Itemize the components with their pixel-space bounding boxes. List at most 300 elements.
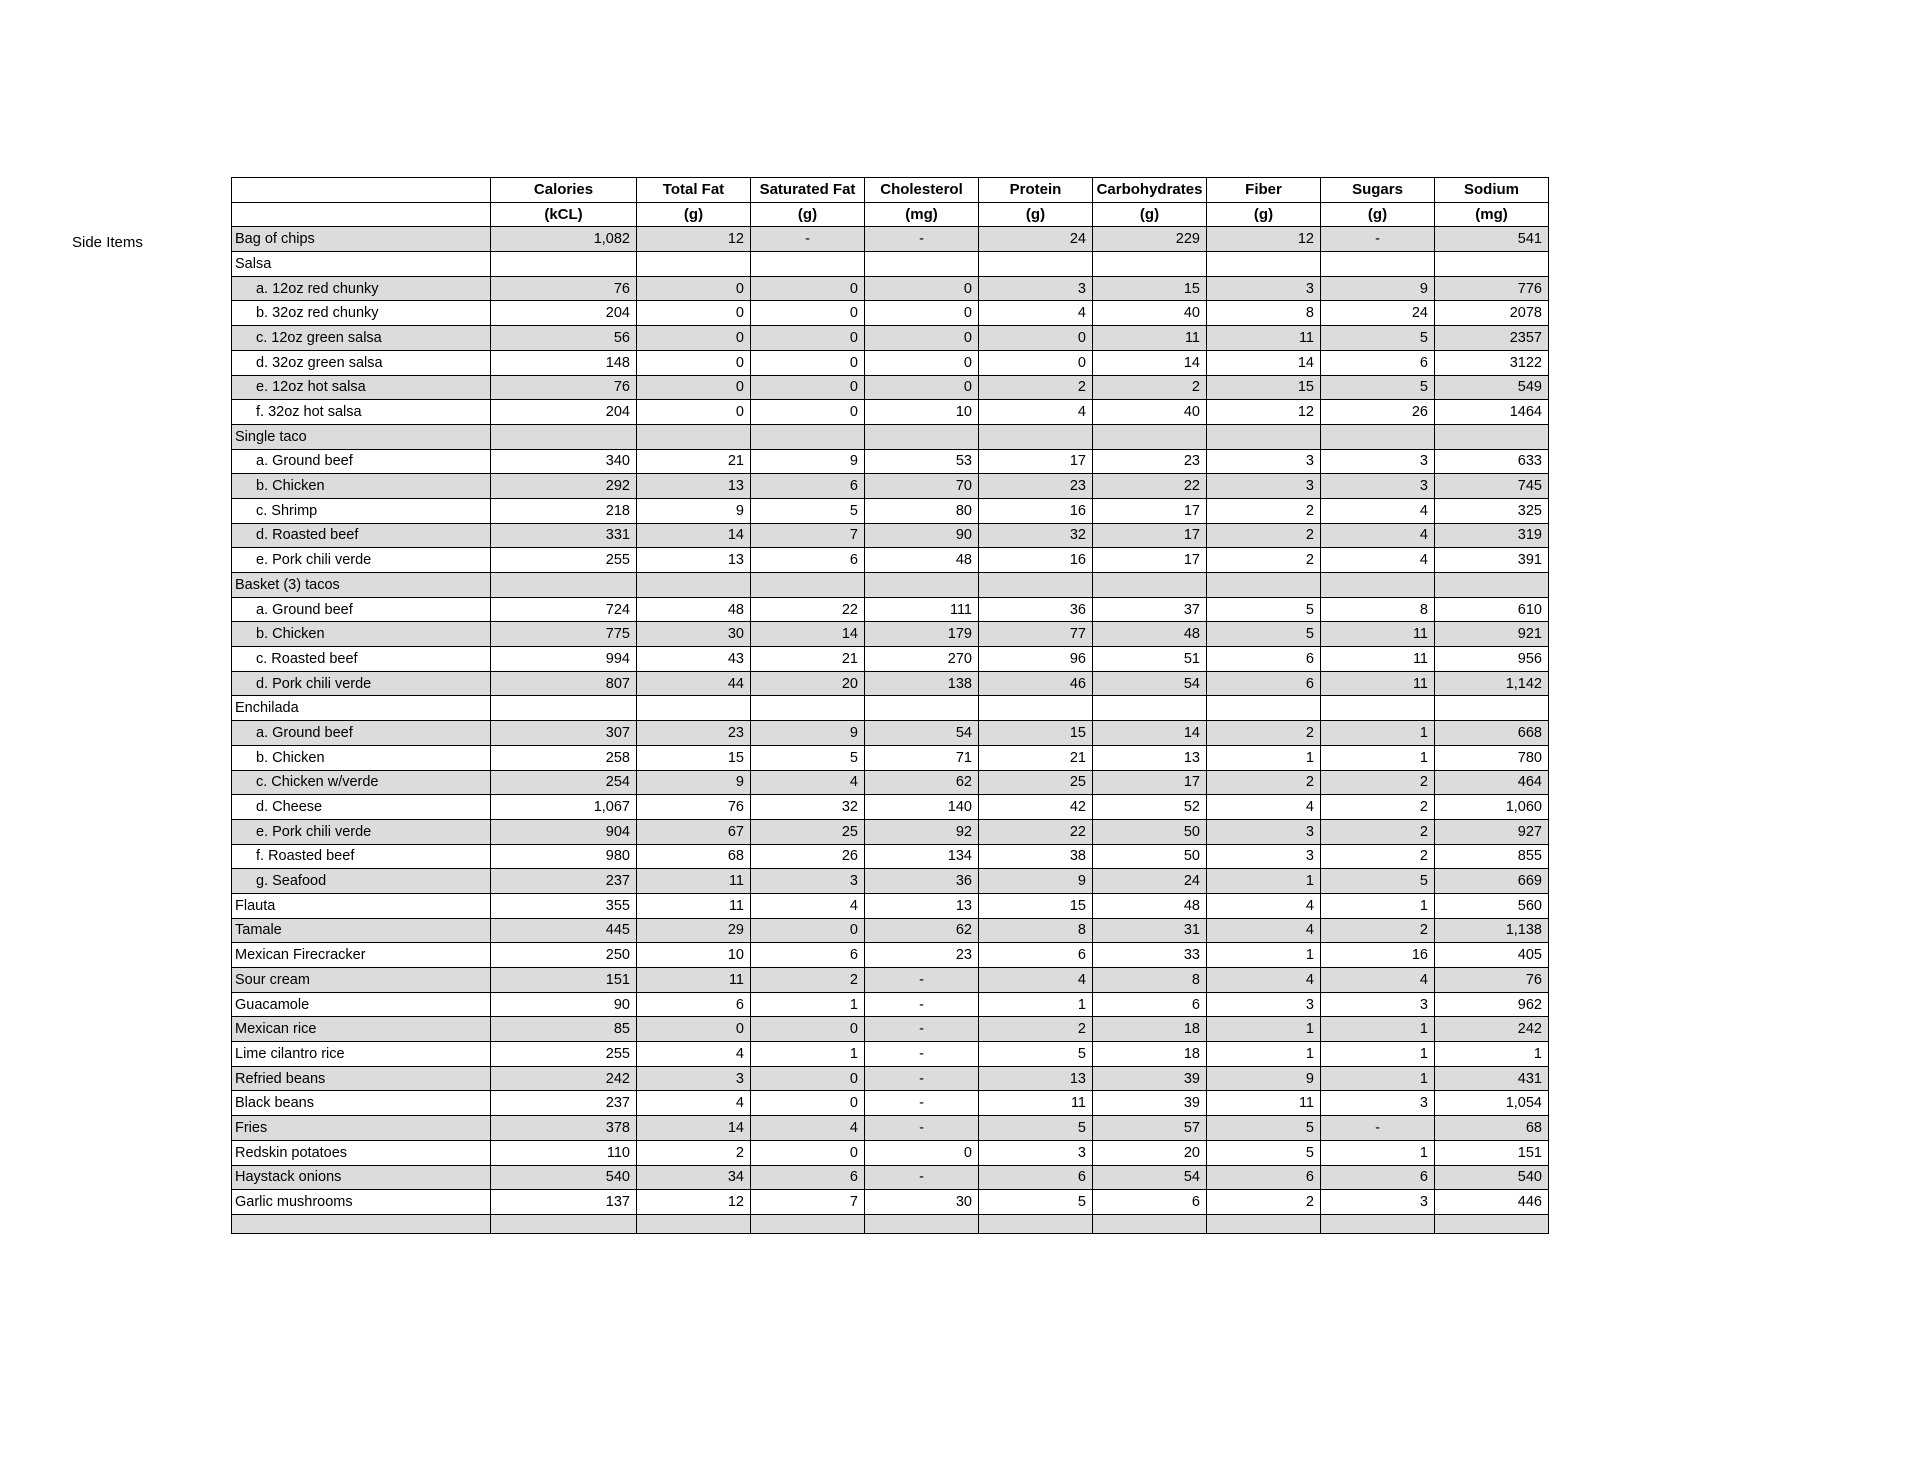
row-label: b. 32oz red chunky: [232, 301, 491, 326]
table-cell: 13: [979, 1066, 1093, 1091]
table-cell: 21: [979, 745, 1093, 770]
table-cell: 541: [1435, 227, 1549, 252]
table-row: [232, 350, 1549, 375]
table-cell: 3: [1207, 992, 1321, 1017]
table-cell: 2: [1321, 844, 1435, 869]
table-cell: [751, 252, 865, 277]
table-cell: 11: [637, 893, 751, 918]
table-cell: [1093, 573, 1207, 598]
row-label: d. 32oz green salsa: [232, 350, 491, 375]
table-row: [232, 498, 1549, 523]
row-label: f. Roasted beef: [232, 844, 491, 869]
table-cell: 16: [1321, 943, 1435, 968]
table-cell: 0: [865, 1140, 979, 1165]
empty-cell: [232, 1214, 491, 1233]
table-cell: [865, 424, 979, 449]
table-cell: 2: [637, 1140, 751, 1165]
table-cell: 11: [1321, 671, 1435, 696]
column-unit: (g): [751, 202, 865, 227]
table-cell: 3: [1321, 449, 1435, 474]
table-cell: 2: [979, 1017, 1093, 1042]
table-cell: [1207, 696, 1321, 721]
table-cell: -: [865, 1042, 979, 1067]
table-cell: 50: [1093, 819, 1207, 844]
table-cell: 11: [1207, 326, 1321, 351]
table-cell: [1321, 252, 1435, 277]
table-row: [232, 597, 1549, 622]
table-cell: 68: [1435, 1116, 1549, 1141]
table-row: [232, 968, 1549, 993]
row-label: Redskin potatoes: [232, 1140, 491, 1165]
table-cell: -: [865, 968, 979, 993]
table-cell: 36: [979, 597, 1093, 622]
row-label: Basket (3) tacos: [232, 573, 491, 598]
table-cell: 23: [979, 474, 1093, 499]
table-cell: 9: [637, 770, 751, 795]
table-cell: 25: [751, 819, 865, 844]
table-cell: [491, 696, 637, 721]
table-cell: 148: [491, 350, 637, 375]
table-cell: 7: [751, 523, 865, 548]
table-cell: 5: [1207, 1140, 1321, 1165]
table-cell: 3: [979, 276, 1093, 301]
table-cell: [1435, 696, 1549, 721]
table-cell: 4: [1207, 893, 1321, 918]
row-label: a. Ground beef: [232, 597, 491, 622]
row-label: f. 32oz hot salsa: [232, 400, 491, 425]
table-cell: [1093, 424, 1207, 449]
table-cell: 540: [491, 1165, 637, 1190]
table-cell: 18: [1093, 1042, 1207, 1067]
column-header: Calories: [491, 178, 637, 203]
table-cell: 391: [1435, 548, 1549, 573]
table-cell: 10: [637, 943, 751, 968]
row-label: b. Chicken: [232, 474, 491, 499]
table-cell: 21: [637, 449, 751, 474]
table-row: [232, 893, 1549, 918]
table-row: [232, 1066, 1549, 1091]
table-cell: [1207, 252, 1321, 277]
table-cell: 633: [1435, 449, 1549, 474]
table-cell: 26: [1321, 400, 1435, 425]
table-cell: 46: [979, 671, 1093, 696]
row-label: c. Shrimp: [232, 498, 491, 523]
table-cell: 9: [751, 721, 865, 746]
table-cell: 36: [865, 869, 979, 894]
table-cell: 3: [1321, 1091, 1435, 1116]
row-label: Mexican Firecracker: [232, 943, 491, 968]
row-label: d. Cheese: [232, 795, 491, 820]
table-cell: 4: [979, 301, 1093, 326]
table-cell: 5: [1207, 622, 1321, 647]
table-cell: 5: [751, 498, 865, 523]
table-cell: 23: [1093, 449, 1207, 474]
table-cell: 0: [751, 1017, 865, 1042]
table-cell: 669: [1435, 869, 1549, 894]
table-cell: [491, 424, 637, 449]
table-cell: 4: [1321, 498, 1435, 523]
table-row: [232, 869, 1549, 894]
table-cell: 307: [491, 721, 637, 746]
table-cell: 151: [491, 968, 637, 993]
table-cell: 179: [865, 622, 979, 647]
table-cell: 4: [751, 893, 865, 918]
table-cell: 9: [751, 449, 865, 474]
table-cell: 0: [751, 1091, 865, 1116]
table-cell: [637, 696, 751, 721]
table-cell: 10: [865, 400, 979, 425]
table-cell: 1: [1207, 1017, 1321, 1042]
table-cell: 254: [491, 770, 637, 795]
table-cell: -: [865, 1017, 979, 1042]
empty-cell: [1435, 1214, 1549, 1233]
table-cell: 724: [491, 597, 637, 622]
table-cell: 4: [751, 1116, 865, 1141]
column-unit: (g): [1321, 202, 1435, 227]
row-label: c. Roasted beef: [232, 647, 491, 672]
table-body: [232, 227, 1549, 1234]
table-cell: 3: [1321, 1190, 1435, 1215]
row-label: Guacamole: [232, 992, 491, 1017]
table-cell: 90: [865, 523, 979, 548]
table-cell: 13: [637, 548, 751, 573]
table-cell: 464: [1435, 770, 1549, 795]
table-cell: [865, 573, 979, 598]
row-label: b. Chicken: [232, 622, 491, 647]
table-cell: 0: [865, 276, 979, 301]
table-cell: 1,138: [1435, 918, 1549, 943]
table-cell: 549: [1435, 375, 1549, 400]
row-label: Sour cream: [232, 968, 491, 993]
table-cell: 14: [1207, 350, 1321, 375]
table-cell: [751, 696, 865, 721]
table-cell: 137: [491, 1190, 637, 1215]
table-cell: 0: [751, 1066, 865, 1091]
table-cell: -: [865, 992, 979, 1017]
row-label: Garlic mushrooms: [232, 1190, 491, 1215]
table-cell: 9: [979, 869, 1093, 894]
table-cell: 204: [491, 400, 637, 425]
table-cell: 15: [979, 893, 1093, 918]
table-cell: 1: [751, 992, 865, 1017]
table-cell: 138: [865, 671, 979, 696]
table-row: [232, 227, 1549, 252]
table-cell: 3: [1321, 474, 1435, 499]
table-cell: 255: [491, 1042, 637, 1067]
table-cell: 54: [1093, 671, 1207, 696]
table-row: [232, 400, 1549, 425]
table-row: [232, 301, 1549, 326]
table-cell: 92: [865, 819, 979, 844]
table-cell: 0: [865, 375, 979, 400]
table-cell: 68: [637, 844, 751, 869]
table-row: [232, 449, 1549, 474]
table-cell: [751, 424, 865, 449]
table-cell: 4: [1207, 918, 1321, 943]
table-cell: 24: [1321, 301, 1435, 326]
table-cell: 54: [865, 721, 979, 746]
table-cell: 11: [1093, 326, 1207, 351]
table-cell: 4: [1321, 523, 1435, 548]
column-header: Cholesterol: [865, 178, 979, 203]
table-cell: 2: [1321, 918, 1435, 943]
table-row: [232, 424, 1549, 449]
table-cell: 0: [751, 1140, 865, 1165]
table-cell: 38: [979, 844, 1093, 869]
table-cell: 15: [637, 745, 751, 770]
table-cell: 13: [1093, 745, 1207, 770]
table-cell: 23: [865, 943, 979, 968]
table-cell: 2: [1207, 1190, 1321, 1215]
table-row: [232, 276, 1549, 301]
table-cell: [1093, 696, 1207, 721]
table-cell: 1: [979, 992, 1093, 1017]
table-cell: 90: [491, 992, 637, 1017]
table-cell: 980: [491, 844, 637, 869]
table-cell: 111: [865, 597, 979, 622]
table-cell: -: [865, 1116, 979, 1141]
table-cell: -: [865, 227, 979, 252]
table-cell: 34: [637, 1165, 751, 1190]
table-cell: [491, 252, 637, 277]
table-cell: 0: [637, 350, 751, 375]
table-row: [232, 375, 1549, 400]
table-cell: 2: [1207, 498, 1321, 523]
table-cell: 0: [637, 1017, 751, 1042]
table-cell: 24: [979, 227, 1093, 252]
table-cell: 331: [491, 523, 637, 548]
table-row: [232, 1091, 1549, 1116]
table-cell: 40: [1093, 400, 1207, 425]
table-cell: 48: [1093, 893, 1207, 918]
table-cell: 3: [1321, 992, 1435, 1017]
column-header: Total Fat: [637, 178, 751, 203]
table-cell: 14: [637, 1116, 751, 1141]
table-cell: 378: [491, 1116, 637, 1141]
table-cell: [1207, 573, 1321, 598]
table-cell: 776: [1435, 276, 1549, 301]
table-cell: 15: [1093, 276, 1207, 301]
table-cell: 1,060: [1435, 795, 1549, 820]
table-cell: 3: [637, 1066, 751, 1091]
table-cell: 48: [1093, 622, 1207, 647]
table-cell: 855: [1435, 844, 1549, 869]
table-row: [232, 992, 1549, 1017]
table-row: [232, 671, 1549, 696]
table-cell: 17: [1093, 548, 1207, 573]
empty-cell: [1207, 1214, 1321, 1233]
table-cell: 2: [1321, 795, 1435, 820]
table-cell: 325: [1435, 498, 1549, 523]
table-cell: 42: [979, 795, 1093, 820]
table-cell: 1: [1321, 1066, 1435, 1091]
table-cell: 775: [491, 622, 637, 647]
table-row: [232, 252, 1549, 277]
table-cell: 57: [1093, 1116, 1207, 1141]
table-cell: 3: [1207, 449, 1321, 474]
table-cell: 1: [1207, 869, 1321, 894]
table-cell: 50: [1093, 844, 1207, 869]
table-row: [232, 548, 1549, 573]
table-cell: 2: [1207, 523, 1321, 548]
table-cell: 14: [1093, 721, 1207, 746]
table-cell: 15: [979, 721, 1093, 746]
empty-cell: [979, 1214, 1093, 1233]
row-label: a. Ground beef: [232, 449, 491, 474]
table-row: [232, 696, 1549, 721]
table-cell: 3: [751, 869, 865, 894]
table-cell: [637, 252, 751, 277]
table-cell: 20: [751, 671, 865, 696]
table-cell: 3: [1207, 819, 1321, 844]
table-cell: 29: [637, 918, 751, 943]
table-cell: 20: [1093, 1140, 1207, 1165]
table-cell: 76: [1435, 968, 1549, 993]
table-cell: 6: [637, 992, 751, 1017]
table-cell: 71: [865, 745, 979, 770]
table-cell: 6: [1207, 1165, 1321, 1190]
table-cell: 96: [979, 647, 1093, 672]
table-cell: 5: [1321, 375, 1435, 400]
table-cell: 9: [1321, 276, 1435, 301]
table-cell: 8: [1207, 301, 1321, 326]
table-cell: 31: [1093, 918, 1207, 943]
table-cell: 76: [637, 795, 751, 820]
table-cell: 43: [637, 647, 751, 672]
column-header: Fiber: [1207, 178, 1321, 203]
table-cell: [1321, 424, 1435, 449]
table-cell: 405: [1435, 943, 1549, 968]
table-cell: 62: [865, 918, 979, 943]
table-cell: 9: [637, 498, 751, 523]
table-row: [232, 819, 1549, 844]
table-cell: 1,067: [491, 795, 637, 820]
table-cell: 229: [1093, 227, 1207, 252]
table-cell: 11: [979, 1091, 1093, 1116]
table-cell: 1: [1321, 1042, 1435, 1067]
table-cell: 446: [1435, 1190, 1549, 1215]
empty-cell: [1321, 1214, 1435, 1233]
table-cell: 5: [1207, 1116, 1321, 1141]
table-cell: 4: [1207, 795, 1321, 820]
table-cell: 0: [637, 400, 751, 425]
table-cell: 610: [1435, 597, 1549, 622]
row-label: g. Seafood: [232, 869, 491, 894]
table-cell: 5: [979, 1190, 1093, 1215]
table-cell: 17: [1093, 770, 1207, 795]
table-cell: 292: [491, 474, 637, 499]
table-cell: 5: [979, 1116, 1093, 1141]
table-cell: 11: [1321, 647, 1435, 672]
table-cell: 445: [491, 918, 637, 943]
table-cell: 5: [751, 745, 865, 770]
table-cell: 17: [979, 449, 1093, 474]
table-cell: 2: [1321, 819, 1435, 844]
table-cell: 237: [491, 869, 637, 894]
empty-cell: [491, 1214, 637, 1233]
table-cell: 33: [1093, 943, 1207, 968]
table-cell: 25: [979, 770, 1093, 795]
table-cell: 76: [491, 375, 637, 400]
header-blank-cell: [232, 178, 491, 203]
table-cell: 134: [865, 844, 979, 869]
row-label: Refried beans: [232, 1066, 491, 1091]
table-cell: 85: [491, 1017, 637, 1042]
row-label: d. Pork chili verde: [232, 671, 491, 696]
table-cell: 7: [751, 1190, 865, 1215]
empty-cell: [1093, 1214, 1207, 1233]
table-cell: [1435, 424, 1549, 449]
table-cell: 6: [1093, 1190, 1207, 1215]
table-cell: 12: [637, 1190, 751, 1215]
column-unit: (g): [637, 202, 751, 227]
header-blank-cell: [232, 202, 491, 227]
row-label: Tamale: [232, 918, 491, 943]
table-row: [232, 1190, 1549, 1215]
table-cell: 5: [1207, 597, 1321, 622]
table-cell: 3: [1207, 474, 1321, 499]
row-label: Enchilada: [232, 696, 491, 721]
column-unit: (g): [1093, 202, 1207, 227]
table-cell: 8: [979, 918, 1093, 943]
table-cell: 1,082: [491, 227, 637, 252]
row-label: b. Chicken: [232, 745, 491, 770]
table-cell: 70: [865, 474, 979, 499]
table-cell: 24: [1093, 869, 1207, 894]
table-row: [232, 1140, 1549, 1165]
table-cell: 0: [751, 350, 865, 375]
table-cell: 2: [1207, 721, 1321, 746]
table-cell: -: [1321, 227, 1435, 252]
table-cell: [979, 573, 1093, 598]
table-cell: [637, 424, 751, 449]
table-cell: 319: [1435, 523, 1549, 548]
row-label: c. Chicken w/verde: [232, 770, 491, 795]
table-cell: 2: [751, 968, 865, 993]
table-cell: 39: [1093, 1091, 1207, 1116]
row-label: a. 12oz red chunky: [232, 276, 491, 301]
table-cell: 4: [637, 1042, 751, 1067]
table-cell: 1: [1321, 721, 1435, 746]
table-cell: 1: [1207, 1042, 1321, 1067]
table-cell: 3: [1207, 276, 1321, 301]
table-cell: 1: [751, 1042, 865, 1067]
table-cell: 14: [637, 523, 751, 548]
table-cell: 962: [1435, 992, 1549, 1017]
table-cell: 11: [637, 968, 751, 993]
column-unit: (g): [979, 202, 1093, 227]
column-unit: (mg): [865, 202, 979, 227]
table-cell: 1,142: [1435, 671, 1549, 696]
table-cell: [1093, 252, 1207, 277]
table-cell: 15: [1207, 375, 1321, 400]
table-cell: 0: [751, 276, 865, 301]
table-row: [232, 474, 1549, 499]
table-cell: [1435, 573, 1549, 598]
table-cell: 11: [1207, 1091, 1321, 1116]
table-cell: 37: [1093, 597, 1207, 622]
table-cell: 927: [1435, 819, 1549, 844]
row-label: Fries: [232, 1116, 491, 1141]
table-cell: -: [865, 1066, 979, 1091]
table-row: [232, 1042, 1549, 1067]
table-cell: [979, 696, 1093, 721]
table-cell: 807: [491, 671, 637, 696]
table-cell: 22: [751, 597, 865, 622]
table-cell: 2: [1321, 770, 1435, 795]
column-header: Sugars: [1321, 178, 1435, 203]
table-cell: 1: [1321, 1140, 1435, 1165]
